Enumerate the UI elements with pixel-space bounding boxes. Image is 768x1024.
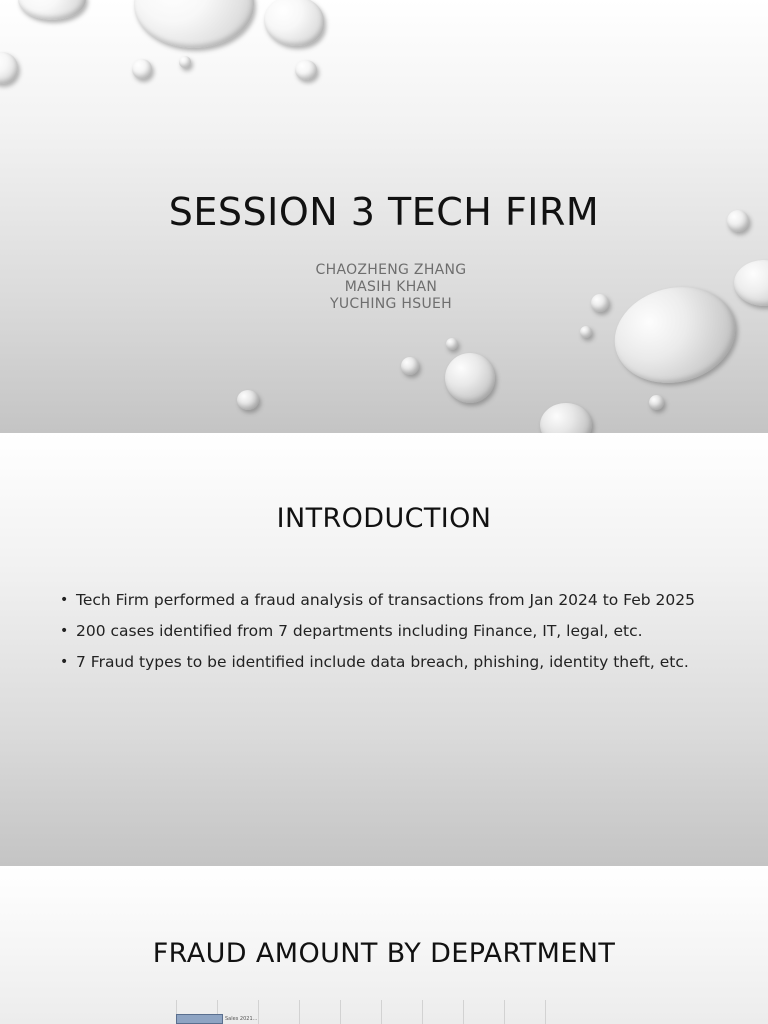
list-item (56, 589, 696, 612)
slide-title: FRAUD AMOUNT BY DEPARTMENT (152, 938, 616, 969)
chart-gridline (504, 1000, 505, 1024)
list-item (56, 620, 696, 643)
water-drop-decoration (134, 0, 254, 48)
list-item (56, 651, 696, 674)
author-name: CHAOZHENG ZHANG (315, 262, 467, 278)
bullet-text: 7 Fraud types to be identified include data breach, phishing, identity theft, etc. (76, 653, 689, 671)
water-drop-decoration (295, 60, 317, 80)
water-drop-decoration (237, 390, 259, 410)
water-drop-decoration (18, 0, 86, 20)
bullet-icon: • (60, 654, 69, 670)
author-name: YUCHING HSUEH (330, 296, 452, 312)
chart-gridline (299, 1000, 300, 1024)
chart-gridline (258, 1000, 259, 1024)
title-slide (0, 0, 768, 433)
chart-gridline (545, 1000, 546, 1024)
author-name: MASIH KHAN (344, 279, 438, 295)
water-drop-decoration (179, 56, 191, 68)
chart-bar (176, 1014, 223, 1024)
water-drop-decoration (445, 353, 495, 403)
slide-title: INTRODUCTION (276, 503, 492, 534)
chart-gridline (381, 1000, 382, 1024)
chart-gridline (422, 1000, 423, 1024)
fraud-by-department-slide (0, 866, 768, 1024)
bullet-text: Tech Firm performed a fraud analysis of transactions from Jan 2024 to Feb 2025 (76, 591, 696, 609)
bar-chart (176, 1000, 556, 1024)
bullet-icon: • (60, 592, 69, 608)
water-drop-decoration (446, 338, 458, 350)
water-drop-decoration (0, 52, 18, 84)
bar-data-label: Sales 2021... (225, 1016, 258, 1022)
bullet-icon: • (60, 623, 69, 639)
bullet-list (56, 589, 696, 682)
water-drop-decoration (580, 326, 592, 338)
water-drop-decoration (132, 59, 152, 79)
slide-title: SESSION 3 TECH FIRM (168, 190, 600, 234)
introduction-slide (0, 433, 768, 866)
water-drop-decoration (649, 395, 664, 410)
water-drop-decoration (401, 357, 419, 375)
chart-gridline (340, 1000, 341, 1024)
water-drop-decoration (264, 0, 324, 46)
chart-gridline (463, 1000, 464, 1024)
water-drop-decoration (540, 403, 592, 433)
author-list (0, 262, 768, 313)
bullet-text: 200 cases identified from 7 departments including Finance, IT, legal, etc. (76, 622, 643, 640)
